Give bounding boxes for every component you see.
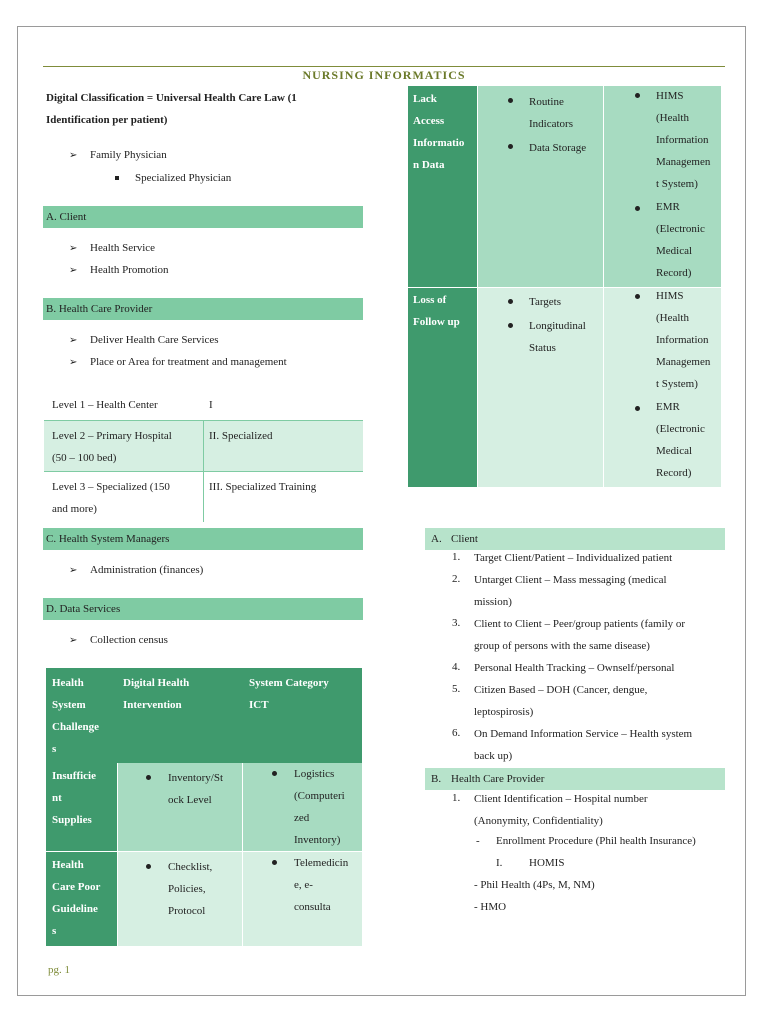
cell-line: HIMS [656,90,684,102]
arrow-bullet-icon: ➢ [69,265,78,276]
table-cell-ict [604,288,721,487]
cell-line: Protocol [168,905,206,917]
cell-line: Status [529,342,556,354]
list-item-line: back up) [474,750,513,762]
header-line: Health [52,677,84,689]
list-item [474,723,692,767]
arrow-bullet-icon: ➢ [69,357,78,368]
level-cell-line: (50 – 100 bed) [52,452,117,464]
bullet-dot-icon [272,860,277,865]
cell-line: Insufficie [52,770,96,782]
page-number: pg. 1 [48,964,70,976]
cell-line: Follow up [413,316,460,328]
cell-line: Managemen [656,356,711,368]
family-physician: Family Physician [90,149,167,161]
header-line: System Category [249,677,329,689]
philhealth-item: - Phil Health (4Ps, M, NM) [474,879,595,891]
arrow-bullet-icon: ➢ [69,635,78,646]
cell-line: Information [656,134,709,146]
bullet-dot-icon [146,775,151,780]
list-item-line: Untarget Client – Mass messaging (medical [474,574,667,586]
list-item [474,547,672,569]
cell-line: (Electronic [656,423,705,435]
list-item [474,613,685,657]
cell-line: n Data [413,159,445,171]
cell-line: Data Storage [529,142,587,154]
bullet-dot-icon [272,771,277,776]
table-cell-ict [243,852,362,946]
cell-line: s [52,925,57,937]
cell-line: Loss of [413,294,447,306]
table-cell-intervention [478,86,603,287]
cell-line: e, e- [294,879,313,891]
specialized-physician: Specialized Physician [135,172,232,184]
level-cell-line: and more) [52,503,97,515]
arrow-bullet-icon: ➢ [69,150,78,161]
list-item-line: group of persons with the same disease) [474,640,650,652]
section-provider-bar-right [425,768,725,790]
header-cell-ict [249,672,329,716]
cell-line: Care Poor [52,881,101,893]
cell-line: Policies, [168,883,206,895]
roman-number: I. [496,857,503,869]
list-item: Collection census [90,634,168,646]
hmo-item: - HMO [474,901,507,913]
item-number: 1. [452,792,461,804]
header-line: Digital Health [123,677,190,689]
item-number: 2. [452,573,461,585]
level-cell [44,421,203,471]
cell-line: Lack [413,93,437,105]
table-cell-ict [604,86,721,287]
cell-line: EMR [656,401,680,413]
header-line: Intervention [123,699,182,711]
item-number: 4. [452,661,461,673]
list-item-line: On Demand Information Service – Health system [474,728,693,740]
cell-line: Guideline [52,903,98,915]
homis-item: HOMIS [529,857,565,869]
cell-line: (Electronic [656,223,705,235]
bullet-dot-icon [635,406,640,411]
header-line: System [52,699,86,711]
list-item: Health Promotion [90,264,169,276]
cell-line: Medical [656,245,693,257]
list-item-line: Personal Health Tracking – Ownself/personal [474,662,675,674]
section-managers-bar: C. Health System Managers [43,528,363,550]
header-line: ICT [249,699,269,711]
cell-line: Managemen [656,156,711,168]
table-cell-intervention [118,763,242,851]
table-header-row [46,668,362,763]
section-title: Health Care Provider [451,773,545,785]
arrow-bullet-icon: ➢ [69,243,78,254]
cell-line: Record) [656,267,692,279]
cell-line: Informatio [413,137,465,149]
item-number: 6. [452,727,461,739]
table-cell-challenge [408,86,477,287]
square-bullet-icon [115,176,119,180]
cell-line: Indicators [529,118,573,130]
section-title: Client [451,533,478,545]
intro-line-2: Identification per patient) [46,114,168,126]
cell-line: consulta [294,901,331,913]
bullet-dot-icon [146,864,151,869]
level-cell-line: Level 2 – Primary Hospital [52,430,172,442]
header-line: s [52,743,57,755]
cell-line: (Health [656,112,689,124]
bullet-dot-icon [635,294,640,299]
section-provider-bar: B. Health Care Provider [43,298,363,320]
cell-line: nt [52,792,62,804]
list-item [474,788,648,832]
cell-line: Health [52,859,84,871]
cell-line: Longitudinal [529,320,586,332]
bullet-dot-icon [508,323,513,328]
arrow-bullet-icon: ➢ [69,335,78,346]
list-item-line: Target Client/Patient – Individualized patient [474,552,673,564]
level-cell: I [209,399,213,411]
cell-line: Supplies [52,814,92,826]
table-cell-intervention [118,852,242,946]
list-item: Deliver Health Care Services [90,334,219,346]
level-cell: III. Specialized Training [209,481,317,493]
section-client-bar: A. Client [43,206,363,228]
header-rule [43,66,725,67]
cell-line: Routine [529,96,564,108]
cell-line: EMR [656,201,680,213]
bullet-dot-icon [508,144,513,149]
list-item-line: leptospirosis) [474,706,534,718]
bullet-dot-icon [635,206,640,211]
cell-line: Inventory) [294,834,341,846]
cell-line: Access [413,115,445,127]
cell-line: t System) [656,178,698,190]
bullet-dot-icon [508,98,513,103]
cell-line: Targets [529,296,562,308]
cell-line: zed [294,812,310,824]
table-cell-challenge [46,852,117,946]
list-item [474,657,674,679]
table-cell-challenge [46,763,117,851]
header-line: Challenge [52,721,100,733]
cell-line: Record) [656,467,692,479]
section-data-bar: D. Data Services [43,598,363,620]
section-letter: A. [431,533,442,545]
enrollment-item: Enrollment Procedure (Phil health Insurance) [496,835,696,847]
list-item: Health Service [90,242,156,254]
table-cell-intervention [478,288,603,487]
level-row-1 [44,390,363,420]
level-cell-line: Level 3 – Specialized (150 [52,481,170,493]
cell-line: t System) [656,378,698,390]
list-item-line: Client to Client – Peer/group patients (family or [474,618,686,630]
document-title: NURSING INFORMATICS [302,68,466,82]
list-item: Administration (finances) [90,564,204,576]
cell-line: (Health [656,312,689,324]
level-cell: Level 1 – Health Center [52,399,158,411]
table-cell-ict [243,763,362,851]
level-cell [44,472,203,522]
section-letter: B. [431,773,442,785]
cell-line: ock Level [168,794,212,806]
cell-line: Telemedicin [294,857,349,869]
list-item-line: mission) [474,596,512,608]
arrow-bullet-icon: ➢ [69,565,78,576]
bullet-dot-icon [508,299,513,304]
list-item [474,679,647,723]
list-item-line: Client Identification – Hospital number [474,793,648,805]
header-cell-challenges [52,672,99,760]
cell-line: Inventory/St [168,772,223,784]
cell-line: Logistics [294,768,335,780]
intro-line-1: Digital Classification = Universal Health Care Law (1 [46,92,297,104]
bullet-dot-icon [635,93,640,98]
cell-line: Information [656,334,709,346]
level-cell: II. Specialized [209,430,273,442]
cell-line: Checklist, [168,861,213,873]
cell-line: (Computeri [294,790,345,802]
item-number: 3. [452,617,461,629]
list-item: Place or Area for treatment and management [90,356,287,368]
header-cell-intervention [123,672,189,716]
table-cell-challenge [408,288,477,487]
list-item-line: Citizen Based – DOH (Cancer, dengue, [474,684,648,696]
cell-line: HIMS [656,290,684,302]
item-number: 5. [452,683,461,695]
list-item [474,569,667,613]
list-item-line: (Anonymity, Confidentiality) [474,815,603,827]
item-number: 1. [452,551,461,563]
table-rule [203,421,204,522]
dash-bullet: - [476,835,480,847]
cell-line: Medical [656,445,693,457]
